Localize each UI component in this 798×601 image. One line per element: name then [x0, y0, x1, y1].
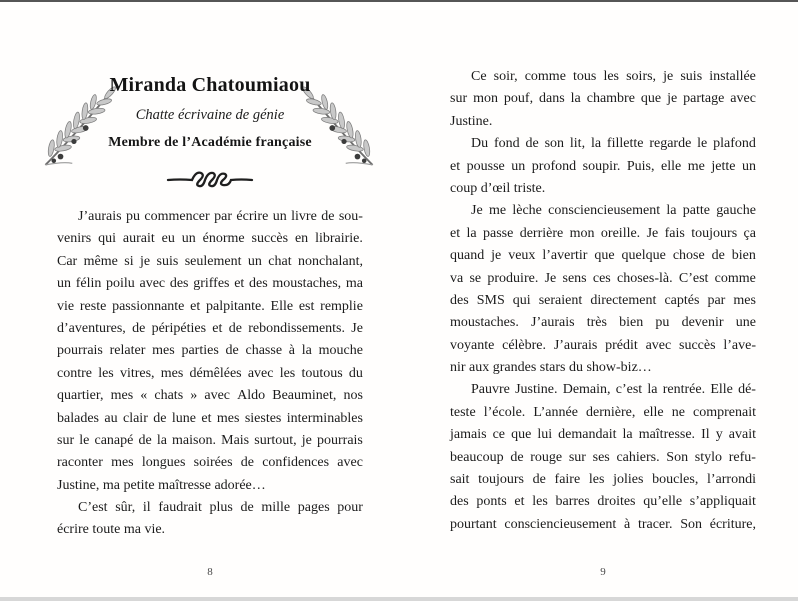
text-line: balades au clair de lune et mes siestes interminables	[57, 410, 363, 426]
text-line: moustaches. J’aurais très bien pu devenir une	[450, 315, 756, 331]
text-line: jamais ce que lui demandait la maîtresse. Il y avait	[450, 427, 756, 443]
text-line: J’aurais pu commencer par écrire un livre de sou-	[78, 209, 363, 224]
text-line: va se produire. Je sens ces choses-là. C’est comme	[450, 270, 756, 286]
text-line: Je me lèche consciencieusement la patte gauche	[471, 203, 756, 219]
olive-branch-left-icon	[37, 86, 121, 170]
text-line: sur mon pouf, dans la chambre que je partage avec	[450, 91, 756, 107]
page-number-right: 9	[600, 566, 606, 578]
text-line: écrire toute ma vie.	[57, 522, 166, 538]
text-line: Du fond de son lit, la fillette regarde le plafond	[471, 136, 756, 152]
text-line: sait toujours de faire les jolies boucles, l’arrondi	[450, 472, 756, 488]
text-line: des SMS qui seraient directement captés par mes	[450, 292, 756, 308]
text-line: voyante célèbre. J’aurais prédit avec succès l’ave-	[450, 337, 756, 353]
author-name: Miranda Chatoumiaou	[109, 74, 311, 96]
text-line: quartier, mes « chats » avec Aldo Beauminet, nos	[57, 388, 363, 404]
page-number-left: 8	[207, 566, 213, 578]
author-membership: Membre de l’Académie française	[108, 135, 312, 150]
text-line: raconter mes longues soirées de confidences avec	[57, 455, 363, 471]
text-line: et la passe derrière mon oreille. Je fais toujours ça	[450, 225, 756, 241]
scan-bottom-edge	[0, 597, 798, 601]
left-page	[57, 0, 363, 601]
text-line: des ponts et les barres droites qu’elle s’appliquait	[450, 494, 756, 510]
text-line: quand je veux l’avertir que quelque chose de bien	[450, 248, 756, 264]
text-line: coup d’œil triste.	[450, 180, 546, 196]
text-line: et pousse un profond soupir. Puis, elle me jette un	[450, 158, 756, 174]
olive-branch-right-icon	[297, 86, 381, 170]
text-line: sur le canapé de la maison. Mais surtout, je pourrais	[57, 432, 363, 448]
text-line: Car même si je suis seulement un chat nonchalant,	[57, 253, 363, 269]
text-line: beaucoup de rouge sur ses cahiers. Son stylo refu-	[450, 449, 756, 465]
text-line: C’est sûr, il faudrait plus de mille pages pour	[78, 500, 363, 516]
author-subtitle: Chatte écrivaine de génie	[135, 107, 285, 123]
text-line: Justine.	[450, 113, 493, 129]
section-divider-icon	[165, 170, 255, 190]
text-line: un félin poilu avec des griffes et des moustaches, ma	[57, 276, 363, 292]
text-line: d’aventures, de péripéties et de rebondissements. Je	[57, 320, 363, 336]
text-line: teste l’école. L’année dernière, elle ne comprenait	[450, 404, 756, 420]
text-line: pourrais relater mes parties de chasse à la mouche	[57, 343, 363, 359]
text-line: Justine, ma petite maîtresse adorée…	[57, 477, 266, 493]
right-page	[450, 0, 756, 601]
right-page-text	[450, 66, 756, 536]
text-line: venirs qui aurait eu un énorme succès en librairie.	[57, 231, 363, 247]
text-line: vie reste passionnante et palpitante. Elle est remplie	[57, 298, 363, 314]
text-line: Pauvre Justine. Demain, c’est la rentrée. Elle dé-	[471, 382, 756, 398]
text-line: nir aux grandes stars du show-biz…	[450, 360, 652, 376]
text-line: Ce soir, comme tous les soirs, je suis installée	[471, 69, 756, 84]
left-page-text	[57, 206, 363, 542]
text-line: pourtant consciencieusement à tracer. Son écriture,	[450, 516, 756, 532]
text-line: contre les vitres, mes démêlées avec les toutous du	[57, 365, 363, 381]
